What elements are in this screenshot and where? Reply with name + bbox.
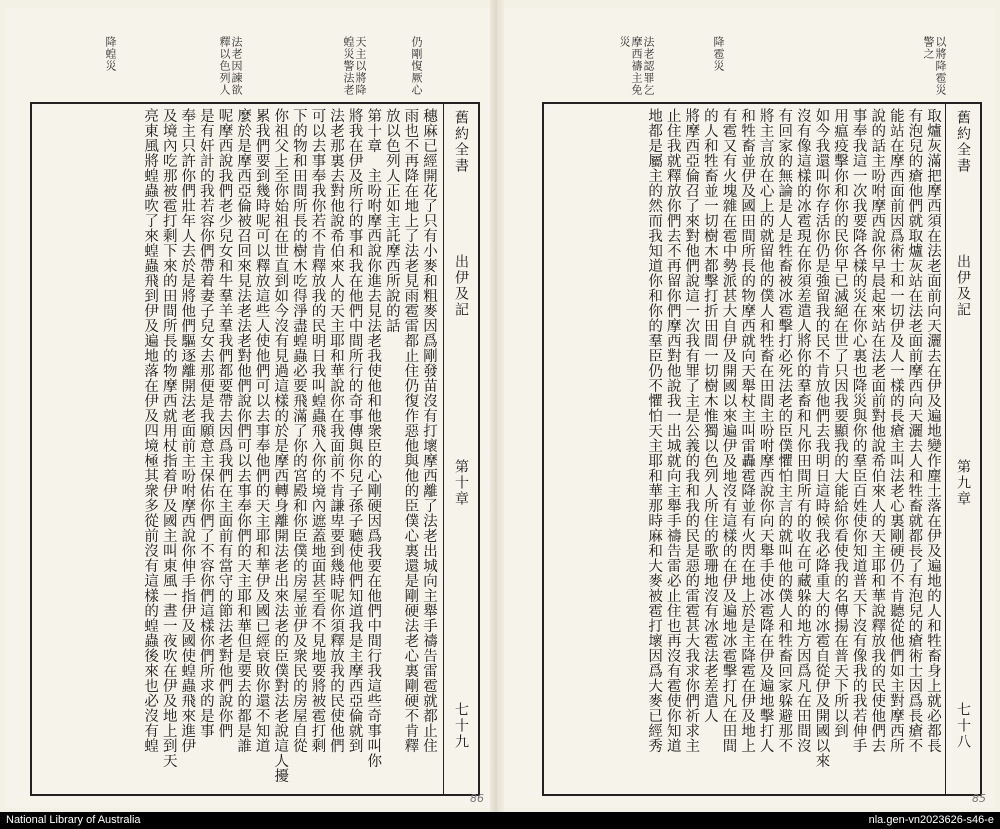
- banner-page-number: 七十八: [955, 702, 971, 750]
- right-page-banner: [945, 104, 980, 794]
- library-footer: [0, 812, 1000, 829]
- banner-page-number: 七十九: [453, 702, 469, 750]
- margin-note: 以將降雹災警之: [922, 36, 947, 96]
- footer-institution: National Library of Australia: [6, 814, 141, 826]
- banner-book: 出伊及記: [453, 254, 469, 318]
- book-gutter: [490, 0, 504, 812]
- banner-title: 舊約全書: [955, 110, 971, 174]
- margin-note: 仍剛愎厥心: [410, 36, 423, 96]
- margin-note: 法老因諫欲釋以色列人: [218, 36, 243, 96]
- margin-note: 降雹災: [712, 36, 725, 72]
- foliation-left: 86: [470, 792, 484, 805]
- banner-book: 出伊及記: [955, 254, 971, 318]
- banner-title: 舊約全書: [453, 110, 469, 174]
- margin-note: 法老認罪乞摩西禱主免災: [618, 36, 655, 96]
- banner-chapter: 第十章: [453, 459, 469, 507]
- left-body-text: 穗麻已經開花了只有小麥和粗麥因爲剛發苗沒有打壞摩西離了法老出城向主舉手禱告雷雹就都止住 雨也不再降在地上了法老見雨雹雷都止住仍復作惡他與他的臣僕心裏還是剛硬法老心裏剛硬不肯釋 放以色列人正如主託摩西所說的話 第十章 主吩咐摩西說你進去見法老我使他和他衆臣的心剛硬因爲我要在他們中間行我這些奇事叫你 將我在伊及所行的事和我在他們中間所行的奇事傳與你兒子孫子聽使他們知道我是主摩西亞倫就到 法老那裏去對他說希伯來人的天主耶和華說你在我面前不肯謙卑要到幾時呢你須釋放我的民使他們 可以去事奉我你若不肯釋放我的民明日我叫蝗蟲飛入你的境內遮蓋地面甚至看不見地要將被雹打剩 下的物和田間所長的樹木吃得淨盡蝗蟲必要飛滿了你的宮殿和你臣僕的房屋並伊及衆民的房屋自從 你祖父上至你始祖在世直到如今沒有見過這樣的於是摩西轉身離開法老出來法老的臣僕對法老說這人擾 累我們要到幾時呢可以釋放這些人使他們可以去事奉他們的天主耶和華伊及國已經衰敗你還不知道 麼於是摩西亞倫被召回來見法老法老對他們說你們可以去事奉你們的天主耶和華但是要去的都是誰 呢摩西說我們老少兒女和牛羣羊羣我們都要帶去因爲我們在主面前有當守的節法老對他們說你們 是有奸計的我若容你們帶着妻子兒女去那便是我願意主保佑你們了不容你們這樣你們所求的是事 奉主只許你們壯年人去於是將他們驅逐離開法老面前主吩咐摩西說你伸手指伊及國使蝗蟲飛來進伊 及境內吃那被雹打剩下來的田間所長的物摩西就用杖指着伊及國主叫東風一晝一夜吹在伊及地上到天 亮東風將蝗蟲吹了來蝗蟲飛到伊及遍地落在伊及四境極其衆多從前沒有這樣的蝗蟲後來也必沒有蝗: [142, 108, 437, 783]
- right-text-frame: [542, 102, 982, 796]
- left-page-banner: [443, 104, 478, 794]
- right-body-text: 取爐灰滿把摩西須在法老面前向天灑去在伊及遍地變作塵土落在伊及遍地的人和牲畜身上就必都長 有泡兒的瘡他們就取爐灰站在法老面前摩西向天灑去人和牲畜就都長了有泡兒的瘡術士因爲長瘡不 能站在摩西面前因爲術士和一切伊及人一樣的長瘡主叫法老心裏剛硬仍不肯聽從他們如主對摩西所 說的話主吩咐摩西說你早晨起來站在法老面前對他說希伯來人的天主耶和華說釋放我的民使他們去 事奉我這一次我要降各樣的災在你心裏也降災與你的羣臣百姓使你知道普天下沒有像我的我若伸手 用瘟疫擊你和你的民你早已滅絕在世了只因我要顯我的大能給你看使我的名傳揚在普天下所以到 如今我還叫你存活你仍是強留我的民不肯放他們去我明日這時候我必降重大的冰雹自從伊及開國以來 沒有像這樣的冰雹現在你須差遣人將你的羣畜和凡你田間所有的收在可藏躲的地方因爲凡在田間沒 有回家的無論是人是牲畜被冰雹擊打必死法老的臣僕懼怕主言的就叫他的僕人和牲畜回家躲避那不 將主言放在心上的就留他的僕人和牲畜在田間主吩咐摩西說你向天舉手使冰雹降在伊及遍地擊打人 和牲畜並伊及國田間所長的物摩西就向天舉杖主叫雷轟雹降並有火閃在地上於是主降雹在伊及地上 有雹又有火塊雜在雹中勢派甚大自伊及開國以來遍伊及地沒有這樣的在伊及遍地冰雹擊打凡在田間 的人和牲畜並一切樹木都擊打折田間一切樹木惟獨以色列人所住的歌珊地沒有冰雹法老差遣人 將摩西亞倫召了來對他們說這一次我有罪了主是公義的我和我的民是惡的雷雹甚大我求你們祈求主 止住我就釋放你們去不再留你們摩西對他說我一出城就向主舉手禱告雷必止住也再沒有雹使你知道 地都是屬主的然而我知道你和你的羣臣仍不懼怕天主耶和華那時麻和大麥被雹打壞因爲大麥已經秀: [646, 108, 941, 768]
- foliation-right: 85: [972, 792, 986, 805]
- footer-identifier: nla.gen-vn2023626-s46-e: [868, 814, 994, 826]
- margin-note: 天主以將降蝗災警法老: [342, 36, 367, 96]
- left-text-frame: [30, 102, 480, 796]
- margin-note: 降蝗災: [104, 36, 117, 72]
- banner-chapter: 第九章: [955, 459, 971, 507]
